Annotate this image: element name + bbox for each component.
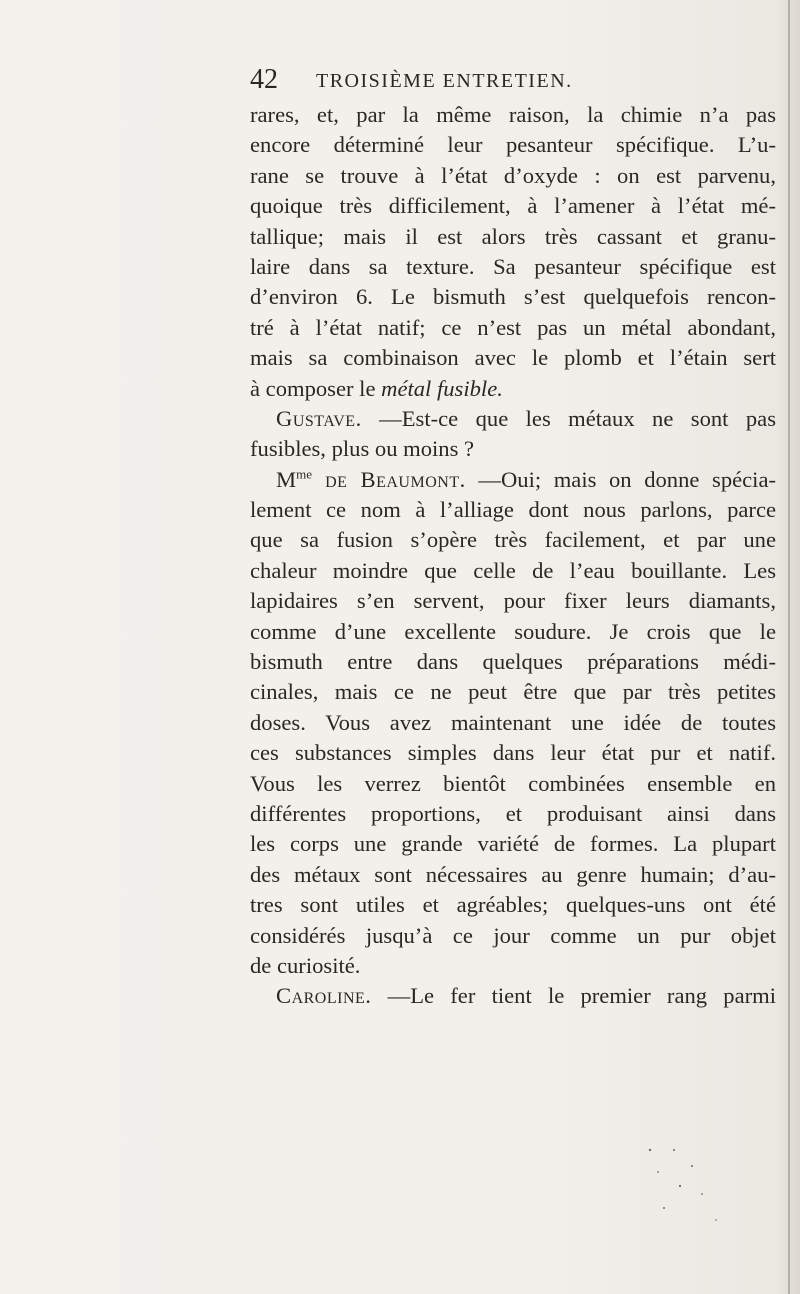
text-line: tres sont utiles et agréables; quelques-uns ont été	[250, 892, 776, 918]
text-line: que sa fusion s’opère très facilement, et par une	[250, 527, 776, 553]
text-line: mais sa combinaison avec le plomb et l’étain sert	[250, 345, 776, 371]
running-title: TROISIÈME ENTRETIEN.	[316, 70, 573, 92]
text-line: encore déterminé leur pesanteur spécifique. L’u-	[250, 132, 776, 158]
speaker-title: M	[276, 466, 297, 492]
text-line: les corps une grande variété de formes. La plupart	[250, 831, 776, 857]
dialogue-line	[250, 981, 776, 1011]
text-line: Vous les verrez bientôt combinées ensemble en	[250, 770, 776, 796]
text-line: tallique; mais il est alors très cassant et granu-	[250, 223, 776, 249]
text-line: différentes proportions, et produisant ainsi dans	[250, 800, 776, 826]
text-run: à composer le	[250, 375, 382, 401]
text-line: ces substances simples dans leur état pur et natif.	[250, 740, 776, 766]
page-number: 42	[250, 64, 278, 95]
text-line: quoique très difficilement, à l’amener à l’état mé-	[250, 193, 776, 219]
text-line: lement ce nom à l’alliage dont nous parlons, parce	[250, 497, 776, 523]
speaker-title-sup: me	[296, 466, 312, 482]
text-line: d’environ 6. Le bismuth s’est quelquefois rencon-	[250, 284, 776, 310]
text-line: comme d’une excellente soudure. Je crois que le	[250, 618, 776, 644]
speaker-name: Caroline.	[276, 983, 372, 1009]
speaker-surname: de Beaumont.	[311, 466, 466, 492]
text-line: bismuth entre dans quelques préparations médi-	[250, 649, 776, 675]
text-line: considérés jusqu’à ce jour comme un pur objet	[250, 922, 776, 948]
text-line: tré à l’état natif; ce n’est pas un métal abondant,	[250, 314, 776, 340]
paper-specks	[640, 1138, 760, 1258]
body-text	[250, 100, 776, 1012]
dialogue-line	[250, 404, 776, 434]
text-run: —Est-ce que les métaux ne sont pas	[361, 405, 776, 431]
text-line: cinales, mais ce ne peut être que par très petites	[250, 679, 776, 705]
text-line-last: de curiosité.	[250, 952, 361, 978]
text-line-last: fusibles, plus ou moins ?	[250, 436, 475, 462]
page-edge-line	[788, 0, 790, 1294]
speaker-name	[276, 467, 466, 492]
text-line: lapidaires s’en servent, pour fixer leurs diamants,	[250, 588, 776, 614]
text-line: doses. Vous avez maintenant une idée de toutes	[250, 709, 776, 735]
text-line: des métaux sont nécessaires au genre humain; d’au-	[250, 861, 776, 887]
text-line-last	[250, 374, 776, 404]
italic-term: métal fusible.	[381, 375, 503, 401]
text-run: —Oui; mais on donne spécia-	[465, 466, 776, 492]
text-line: laire dans sa texture. Sa pesanteur spécifique est	[250, 253, 776, 279]
text-line: rane se trouve à l’état d’oxyde : on est parvenu,	[250, 162, 776, 188]
dialogue-line	[250, 465, 776, 495]
speaker-name: Gustave.	[276, 405, 362, 431]
page-header	[250, 64, 600, 96]
text-line: rares, et, par la même raison, la chimie n’a pas	[250, 102, 776, 127]
text-run: —Le fer tient le premier rang parmi	[371, 983, 776, 1009]
text-line: chaleur moindre que celle de l’eau bouillante. Les	[250, 557, 776, 583]
